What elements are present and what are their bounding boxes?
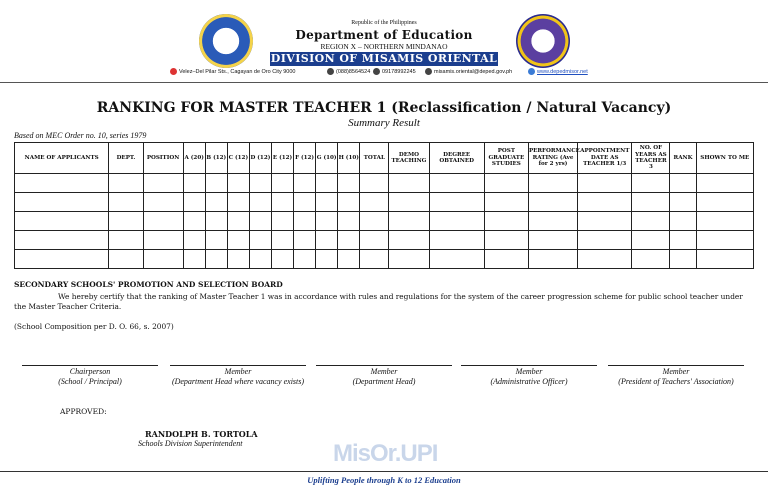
table-cell (338, 174, 360, 193)
location-icon (170, 68, 177, 75)
footer-divider (0, 471, 768, 472)
table-cell (271, 231, 293, 250)
table-cell (183, 193, 205, 212)
table-cell (316, 193, 338, 212)
col-header: NO. OF YEARS AS TEACHER 3 (632, 143, 670, 174)
table-cell (183, 231, 205, 250)
table-cell (578, 193, 632, 212)
table-cell (205, 174, 227, 193)
table-cell (528, 231, 577, 250)
table-cell (15, 193, 109, 212)
table-cell (109, 250, 143, 269)
table-cell (429, 174, 484, 193)
watermark-logo: MisOr.UPI (333, 440, 438, 467)
table-cell (294, 231, 316, 250)
signatory-member-1 (170, 365, 306, 387)
signature-line (461, 365, 597, 366)
table-cell (670, 193, 696, 212)
table-cell (389, 212, 429, 231)
signature-line (316, 365, 452, 366)
table-cell (632, 174, 670, 193)
footer-tagline: Uplifting People through K to 12 Education (307, 475, 461, 485)
table-cell (389, 250, 429, 269)
table-cell (528, 250, 577, 269)
table-cell (227, 231, 249, 250)
table-cell (183, 250, 205, 269)
phone-contact: (088)8564524 (327, 68, 370, 75)
table-cell (109, 174, 143, 193)
signatory-role: Chairperson (69, 367, 111, 376)
table-cell (338, 231, 360, 250)
signatory-detail: (Department Head where vacancy exists) (171, 377, 305, 386)
table-cell (316, 231, 338, 250)
table-cell (528, 174, 577, 193)
department-name: Department of Education (295, 28, 473, 42)
table-cell (484, 250, 528, 269)
table-cell (338, 250, 360, 269)
table-cell (205, 212, 227, 231)
page-title: RANKING FOR MASTER TEACHER 1 (Reclassification / Natural Vacancy) (96, 100, 672, 116)
table-cell (15, 231, 109, 250)
globe-icon (528, 68, 535, 75)
table-body (15, 174, 754, 269)
col-header: POSITION (143, 143, 183, 174)
board-heading: SECONDARY SCHOOLS' PROMOTION AND SELECTION BOARD (14, 280, 283, 289)
table-cell (578, 212, 632, 231)
table-cell (632, 231, 670, 250)
table-cell (271, 250, 293, 269)
mobile-contact: 09178992245 (373, 68, 416, 75)
table-cell (360, 231, 389, 250)
signatory-detail: (School / Principal) (58, 377, 122, 386)
table-cell (15, 250, 109, 269)
signatory-member-4 (608, 365, 744, 387)
table-cell (632, 193, 670, 212)
email-contact: misamis.oriental@deped.gov.ph (425, 68, 512, 75)
table-cell (109, 231, 143, 250)
table-cell (338, 212, 360, 231)
col-header: APPOINTMENT DATE AS TEACHER 1/3 (578, 143, 632, 174)
division-banner: DIVISION OF MISAMIS ORIENTAL (270, 52, 498, 65)
signatory-member-3 (461, 365, 597, 387)
table-cell (249, 231, 271, 250)
table-cell (205, 231, 227, 250)
table-cell (143, 193, 183, 212)
table-row (15, 231, 754, 250)
address-contact: Velez–Del Pilar Sts., Cagayan de Oro City 9000 (170, 68, 295, 75)
table-cell (294, 174, 316, 193)
table-cell (249, 212, 271, 231)
table-cell (338, 193, 360, 212)
table-header-row (15, 143, 754, 174)
table-cell (360, 250, 389, 269)
col-header: DEPT. (109, 143, 143, 174)
approved-label: APPROVED: (60, 407, 107, 416)
table-cell (696, 193, 753, 212)
page-subtitle: Summary Result (348, 117, 420, 129)
signature-line (170, 365, 306, 366)
table-cell (109, 212, 143, 231)
table-cell (429, 250, 484, 269)
signatory-role: Member (662, 367, 690, 376)
col-header: DEGREE OBTAINED (429, 143, 484, 174)
table-cell (696, 250, 753, 269)
table-cell (484, 193, 528, 212)
table-cell (360, 193, 389, 212)
table-cell (696, 212, 753, 231)
table-row (15, 193, 754, 212)
table-cell (249, 250, 271, 269)
table-cell (143, 231, 183, 250)
ranking-table (14, 142, 754, 269)
col-header: PERFORMANCE RATING (Ave for 2 yrs) (528, 143, 577, 174)
table-cell (316, 250, 338, 269)
col-header: SHOWN TO ME (696, 143, 753, 174)
region-text: REGION X – NORTHERN MINDANAO (320, 42, 448, 51)
superintendent-title: Schools Division Superintendent (138, 439, 243, 448)
table-cell (205, 250, 227, 269)
table-cell (249, 174, 271, 193)
col-header: G (10) (316, 143, 338, 174)
signatory-role: Member (370, 367, 398, 376)
table-cell (271, 193, 293, 212)
table-cell (316, 212, 338, 231)
superintendent-name: RANDOLPH B. TORTOLA (145, 429, 258, 439)
col-header: A (20) (183, 143, 205, 174)
signatory-detail: (President of Teachers' Association) (618, 377, 734, 386)
table-cell (143, 212, 183, 231)
table-cell (143, 250, 183, 269)
col-header: NAME OF APPLICANTS (15, 143, 109, 174)
table-row (15, 212, 754, 231)
table-row (15, 174, 754, 193)
signature-line (608, 365, 744, 366)
website-contact[interactable] (528, 68, 588, 75)
table-cell (360, 212, 389, 231)
table-cell (670, 212, 696, 231)
republic-text: Republic of the Philippines (351, 20, 417, 26)
col-header: D (12) (249, 143, 271, 174)
table-cell (389, 174, 429, 193)
table-cell (183, 174, 205, 193)
table-row (15, 250, 754, 269)
table-cell (271, 174, 293, 193)
table-cell (696, 231, 753, 250)
table-cell (389, 231, 429, 250)
col-header: H (10) (338, 143, 360, 174)
email-icon (425, 68, 432, 75)
col-header: C (12) (227, 143, 249, 174)
table-cell (109, 193, 143, 212)
col-header: RANK (670, 143, 696, 174)
col-header: B (12) (205, 143, 227, 174)
mobile-icon (373, 68, 380, 75)
table-cell (528, 193, 577, 212)
signatory-detail: (Department Head) (352, 377, 416, 386)
table-cell (183, 212, 205, 231)
signatory-role: Member (224, 367, 252, 376)
col-header: F (12) (294, 143, 316, 174)
signature-line (22, 365, 158, 366)
table-cell (528, 212, 577, 231)
table-cell (15, 174, 109, 193)
table-cell (484, 174, 528, 193)
table-cell (429, 193, 484, 212)
table-cell (294, 250, 316, 269)
table-cell (578, 231, 632, 250)
table-cell (484, 231, 528, 250)
table-cell (294, 212, 316, 231)
based-on-text: Based on MEC Order no. 10, series 1979 (14, 131, 147, 140)
table-cell (429, 231, 484, 250)
header-divider (0, 82, 768, 83)
table-cell (578, 250, 632, 269)
table-cell (578, 174, 632, 193)
table-cell (389, 193, 429, 212)
signatory-member-2 (316, 365, 452, 387)
table-cell (249, 193, 271, 212)
table-cell (294, 193, 316, 212)
table-cell (360, 174, 389, 193)
signatory-role: Member (515, 367, 543, 376)
table-cell (696, 174, 753, 193)
table-cell (429, 212, 484, 231)
phone-icon (327, 68, 334, 75)
composition-note: (School Composition per D. O. 66, s. 2007) (14, 322, 174, 331)
table-cell (670, 174, 696, 193)
signatory-chairperson (22, 365, 158, 387)
table-cell (670, 250, 696, 269)
certification-text: We hereby certify that the ranking of Master Teacher 1 was in accordance with rules and regulations for the system of the career progression scheme for public school teacher under the Master Teacher Criteria. (14, 292, 743, 311)
table-cell (632, 212, 670, 231)
table-cell (227, 212, 249, 231)
table-cell (227, 193, 249, 212)
col-header: POST GRADUATE STUDIES (484, 143, 528, 174)
table-cell (227, 250, 249, 269)
col-header: DEMO TEACHING (389, 143, 429, 174)
table-cell (670, 231, 696, 250)
table-cell (143, 174, 183, 193)
col-header: E (12) (271, 143, 293, 174)
table-cell (316, 174, 338, 193)
table-cell (271, 212, 293, 231)
signatory-detail: (Administrative Officer) (490, 377, 568, 386)
table-cell (632, 250, 670, 269)
col-header: TOTAL (360, 143, 389, 174)
table-cell (484, 212, 528, 231)
website-link[interactable]: www.depedmisor.net (537, 68, 588, 75)
table-cell (15, 212, 109, 231)
table-cell (205, 193, 227, 212)
table-cell (227, 174, 249, 193)
